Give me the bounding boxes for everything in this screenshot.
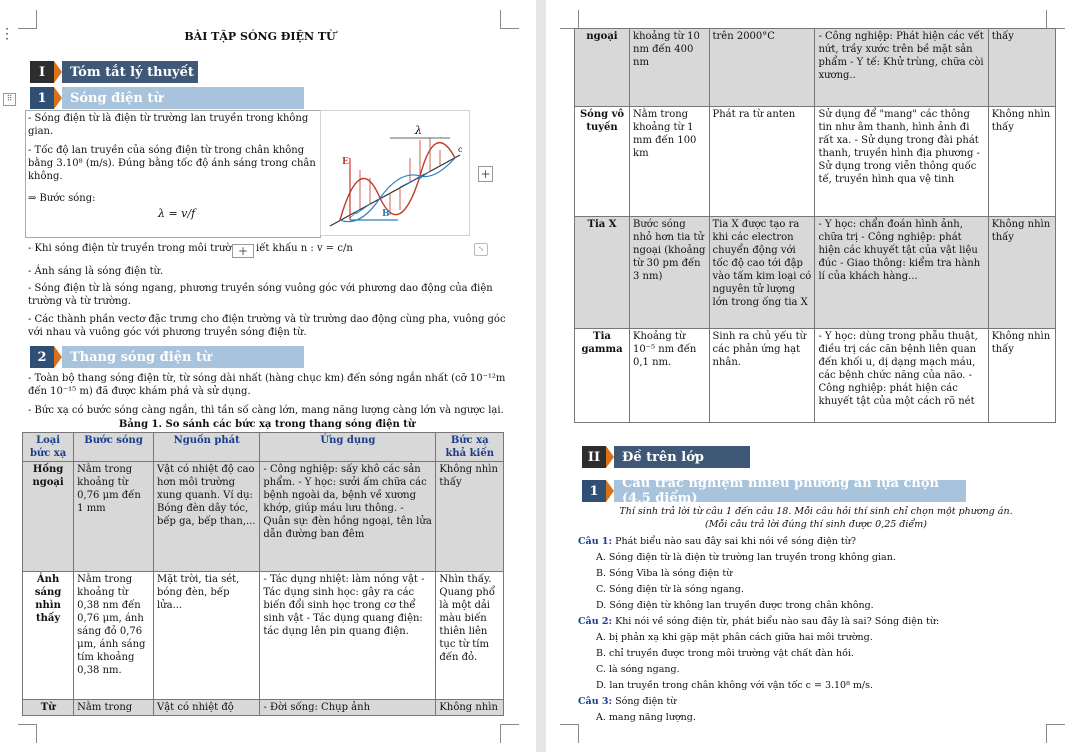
- question-text: Phát biểu nào sau đây sai khi nói về sóng điện từ?: [615, 536, 856, 547]
- cell-visible: Không nhìn thấy: [988, 217, 1055, 329]
- diagram-c-label: c: [458, 145, 463, 154]
- col-header-use: Ứng dụng: [260, 433, 436, 462]
- table-row: [23, 462, 504, 572]
- page-gutter: [536, 0, 546, 752]
- cell-type: ngoại: [575, 29, 630, 107]
- cell-use: - Công nghiệp: Phát hiện các vết nứt, trầy xước trên bề mặt sản phẩm - Y tế: Khử trùng, chữa còi xương..: [815, 29, 988, 107]
- add-row-button[interactable]: +: [478, 166, 493, 182]
- table-row: [575, 29, 1056, 107]
- arrow-icon: [54, 87, 62, 109]
- subsection-heading-1: [30, 87, 304, 109]
- diagram-b-label: B: [382, 209, 390, 219]
- crop-mark: [18, 10, 37, 29]
- radiation-table-part2: [574, 28, 1056, 423]
- cell-visible: Không nhìn thấy: [436, 462, 504, 572]
- cell-use: - Tác dụng nhiệt: làm nóng vật - Tác dụng sinh học: gây ra các biến đổi sinh học trong cơ thể sinh vật - Tác dụng quang điện: tác dụng lên pin quang điện.: [260, 572, 436, 700]
- subsection-number: 2: [30, 346, 54, 368]
- crop-mark: [1046, 10, 1065, 29]
- crop-mark: [560, 724, 579, 743]
- cell-use: - Công nghiệp: sấy khô các sản phẩm. - Y học: sưởi ấm chữa các bệnh ngoài da, bệnh về xương khớp, giúp máu lưu thông. - Quân sự: đèn hồng ngoại, tên lửa dẫn đường ban đêm: [260, 462, 436, 572]
- theory-p7: - Các thành phần vectơ đặc trưng cho điện trường và từ trường dao động cùng pha, vuông góc với nhau và vuông góc với phương truyền sóng điện từ.: [28, 314, 506, 338]
- question-1: [578, 536, 1058, 549]
- theory-p5: - Ánh sáng là sóng điện từ.: [28, 266, 164, 277]
- theory-p1: - Sóng điện từ là điện từ trường lan truyền trong không gian.: [28, 113, 309, 137]
- table-row: [575, 329, 1056, 423]
- cell-visible: Không nhìn thấy: [988, 107, 1055, 217]
- instructions-line2: (Mỗi câu trả lời đúng thí sinh được 0,25 điểm): [705, 519, 927, 530]
- cell-type: Tia gamma: [575, 329, 630, 423]
- cell-wavelength: Nằm trong khoảng từ 1 mm đến 100 km: [630, 107, 709, 217]
- question-2: [578, 616, 1058, 629]
- diagram-e-label: E: [342, 157, 349, 167]
- cell-source: Sinh ra chủ yếu từ các phản ứng hạt nhân.: [709, 329, 815, 423]
- cell-use: Sử dụng để "mang" các thông tin như âm thanh, hình ảnh đi rất xa. - Sử dụng trong đài phát thanh, truyền hình địa phương - Sử dụng trong viễn thông quốc tế, truyền hình qua vệ tinh: [815, 107, 988, 217]
- cell-type: Tia X: [575, 217, 630, 329]
- cell-source: Tia X được tạo ra khi các electron chuyển động với tốc độ cao tới đập vào tấm kim loại có nguyên tử lượng lớn trong ống tia X: [709, 217, 815, 329]
- col-header-visible: Bức xạ khả kiến: [436, 433, 504, 462]
- q2-option-a: A. bị phản xạ khi gặp mặt phân cách giữa hai môi trường.: [596, 632, 873, 643]
- cell-wavelength: Nằm trong khoảng từ 0,76 μm đến 1 mm: [74, 462, 154, 572]
- cell-source: Vật có nhiệt độ cao hơn môi trường xung quanh. Ví dụ: Bóng đèn dây tóc, bếp ga, bếp than,...: [153, 462, 259, 572]
- cell-source: Phát ra từ anten: [709, 107, 815, 217]
- table-row: [23, 700, 504, 716]
- subsection-title: Câu trắc nghiệm nhiều phương án lựa chọn (4,5 điểm): [614, 480, 966, 502]
- crop-mark: [1046, 724, 1065, 743]
- section-heading-2: [582, 446, 750, 468]
- crop-mark: [560, 10, 579, 29]
- section-number: II: [582, 446, 606, 468]
- q1-option-c: C. Sóng điện từ là sóng ngang.: [596, 584, 744, 595]
- left-page: [0, 0, 536, 752]
- subsection-number: 1: [30, 87, 54, 109]
- theory-p3: ⇒ Bước sóng:: [28, 193, 96, 204]
- section-title: Tóm tắt lý thuyết: [62, 61, 198, 83]
- theory-p4b: iết khấu n : v = c/n: [256, 243, 353, 254]
- arrow-icon: [54, 61, 62, 83]
- theory-p4: - Khi sóng điện từ truyền trong môi trườ: [28, 243, 232, 254]
- question-label: Câu 1:: [578, 536, 613, 547]
- subsection-number: 1: [582, 480, 606, 502]
- arrow-icon: [606, 446, 614, 468]
- q1-option-d: D. Sóng điện từ không lan truyền được trong chân không.: [596, 600, 874, 611]
- theory-p2: - Tốc độ lan truyền của sóng điện từ trong chân không bằng 3.10⁸ (m/s). Đúng bằng tốc độ ánh sáng trong chân không.: [28, 145, 316, 182]
- wavelength-formula: λ = v/f: [158, 207, 196, 220]
- section-heading-1: [30, 61, 198, 83]
- cell-source: trên 2000°C: [709, 29, 815, 107]
- right-page: [546, 0, 1082, 752]
- col-header-type: Loại bức xạ: [23, 433, 74, 462]
- table-row: [575, 107, 1056, 217]
- question-label: Câu 3:: [578, 696, 613, 707]
- layout-options-icon[interactable]: ⤡: [474, 243, 488, 256]
- cell-type: Từ: [23, 700, 74, 716]
- cell-source: Vật có nhiệt độ: [153, 700, 259, 716]
- table-row: [23, 572, 504, 700]
- cell-use: - Y học: chẩn đoán hình ảnh, chữa trị - Công nghiệp: phát hiện các khuyết tật của vật liệu đúc - Giao thông: kiểm tra hành lí của khách hàng...: [815, 217, 988, 329]
- question-label: Câu 2:: [578, 616, 613, 627]
- cell-visible: Không nhìn thấy: [988, 329, 1055, 423]
- scale-p1: - Toàn bộ thang sóng điện từ, từ sóng dài nhất (hàng chục km) đến sóng ngắn nhất (cỡ 10⁻¹²m đến 10⁻¹⁵ m) đã được khám phá và sử dụng.: [28, 373, 506, 397]
- table-caption: Bảng 1. So sánh các bức xạ trong thang sóng điện từ: [118, 419, 416, 430]
- cell-visible: Nhìn thấy. Quang phổ là một dải màu biến thiên liên tục từ tím đến đỏ.: [436, 572, 504, 700]
- q1-option-a: A. Sóng điện từ là điện từ trường lan truyền trong không gian.: [596, 552, 896, 563]
- cell-wavelength: khoảng từ 10 nm đến 400 nm: [630, 29, 709, 107]
- q2-option-d: D. lan truyền trong chân không với vận tốc c = 3.10⁸ m/s.: [596, 680, 874, 691]
- question-3: [578, 696, 1058, 709]
- subsection-heading-3: [582, 476, 966, 506]
- cell-source: Mặt trời, tia sét, bóng đèn, bếp lửa...: [153, 572, 259, 700]
- add-column-button[interactable]: +: [232, 244, 254, 258]
- col-header-wavelength: Bước sóng: [74, 433, 154, 462]
- diagram-lambda-label: λ: [415, 124, 422, 137]
- cell-type: Sóng vô tuyến: [575, 107, 630, 217]
- cell-wavelength: Bước sóng nhỏ hơn tia tử ngoại (khoảng từ 30 pm đến 3 nm): [630, 217, 709, 329]
- table-move-handle-icon[interactable]: ⠿: [3, 93, 16, 106]
- cell-use: - Y học: dùng trong phẫu thuật, điều trị các căn bệnh liên quan đến khối u, dị dạng mạch máu, các bệnh chức năng của não. - Công nghiệp: phát hiện các khuyết tật của một cách rõ nét: [815, 329, 988, 423]
- arrow-icon: [54, 346, 62, 368]
- table-row: [575, 217, 1056, 329]
- instructions-line1: Thí sinh trả lời từ câu 1 đến câu 18. Mỗi câu hỏi thí sinh chỉ chọn một phương án.: [619, 506, 1013, 517]
- page-title: BÀI TẬP SÓNG ĐIỆN TỪ: [184, 30, 336, 43]
- question-text: Khi nói về sóng điện từ, phát biểu nào sau đây là sai? Sóng điện từ:: [615, 616, 940, 627]
- cell-visible: thấy: [988, 29, 1055, 107]
- cell-visible: Không nhìn: [436, 700, 504, 716]
- em-wave-diagram: [320, 110, 470, 236]
- q2-option-b: B. chỉ truyền được trong môi trường vật chất đàn hồi.: [596, 648, 854, 659]
- arrow-icon: [606, 480, 614, 502]
- section-title: Đề trên lớp: [614, 446, 750, 468]
- cell-use: - Đời sống: Chụp ảnh: [260, 700, 436, 716]
- cell-wavelength: Nằm trong: [74, 700, 154, 716]
- cell-type: Hồng ngoại: [23, 462, 74, 572]
- scale-p2: - Bức xạ có bước sóng càng ngắn, thì tần số càng lớn, mang năng lượng càng lớn và ngược lại.: [28, 405, 504, 416]
- crop-mark: [500, 724, 519, 743]
- q1-option-b: B. Sóng Viba là sóng điện từ: [596, 568, 733, 579]
- col-header-source: Nguồn phát: [153, 433, 259, 462]
- cell-type: Ánh sáng nhìn thấy: [23, 572, 74, 700]
- cell-wavelength: Khoảng từ 10⁻⁵ nm đến 0,1 nm.: [630, 329, 709, 423]
- question-text: Sóng điện từ: [615, 696, 677, 707]
- q2-option-c: C. là sóng ngang.: [596, 664, 680, 675]
- crop-mark: [18, 724, 37, 743]
- radiation-table-part1: [22, 432, 504, 716]
- crop-mark: [500, 10, 519, 29]
- q3-option-a: A. mang năng lượng.: [596, 712, 696, 723]
- drag-dots-icon[interactable]: ⋮: [0, 26, 14, 42]
- subsection-title: Sóng điện từ: [62, 87, 304, 109]
- section-number: I: [30, 61, 54, 83]
- cell-wavelength: Nằm trong khoảng từ 0,38 nm đến 0,76 μm, ánh sáng đỏ 0,76 μm, ánh sáng tím khoảng 0,38 nm.: [74, 572, 154, 700]
- subsection-title: Thang sóng điện từ: [62, 346, 304, 368]
- theory-p6: - Sóng điện từ là sóng ngang, phương truyền sóng vuông góc với phương dao động của điện trường và từ trường.: [28, 283, 493, 307]
- subsection-heading-2: [30, 346, 304, 368]
